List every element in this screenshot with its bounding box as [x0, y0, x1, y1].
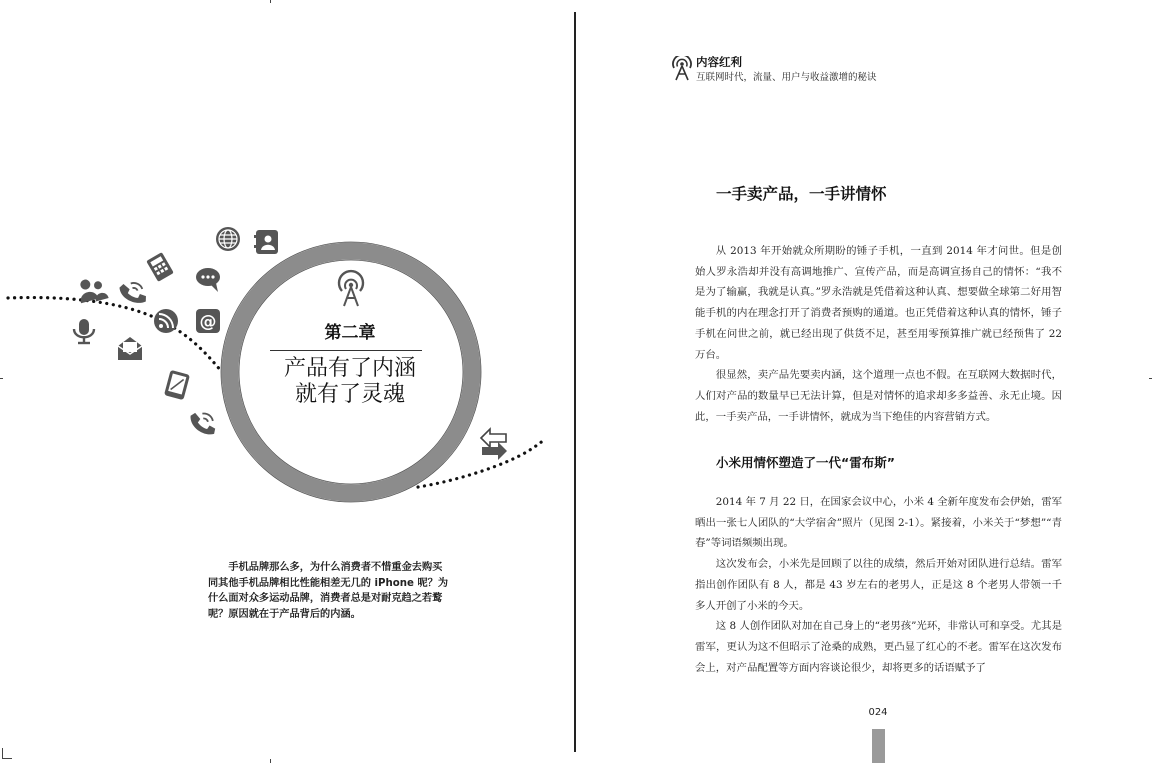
- chapter-title: [250, 356, 450, 408]
- book-subtitle: 互联网时代，流量、用户与收益激增的秘诀: [696, 72, 877, 83]
- antenna-icon: [339, 271, 363, 306]
- body-paragraph: 很显然，卖产品先要卖内涵，这个道理一点也不假。在互联网大数据时代，人们对产品的数量早已无法计算，但是对情怀的追求却多多益善、永无止境。因此，一手卖产品，一手讲情怀，就成为当下绝佳的内容营销方式。: [695, 369, 1062, 423]
- at-icon: [196, 309, 220, 333]
- body-section-2: [695, 492, 1062, 678]
- share-arrows-icon: [481, 429, 507, 460]
- globe-icon: [216, 227, 240, 251]
- crop-mark: [2, 758, 12, 759]
- page-number: 024: [868, 707, 888, 718]
- rss-icon: [154, 309, 178, 333]
- crop-mark: [270, 759, 271, 763]
- page-gutter: [574, 12, 576, 752]
- microphone-icon: [74, 319, 94, 343]
- calculator-icon: [146, 252, 174, 282]
- dotted-curve-left: [8, 298, 222, 372]
- body-paragraph: 这次发布会，小米先是回顾了以往的成绩，然后开始对团队进行总结。雷军指出创作团队有 8 人，都是 43 岁左右的老男人，正是这 8 个老男人带领一千多人开创了小米的今天。: [695, 558, 1062, 612]
- sub-heading: 小米用情怀塑造了一代“雷布斯”: [716, 455, 895, 470]
- chapter-intro: [208, 560, 452, 622]
- chapter-label: 第二章: [324, 323, 376, 343]
- crop-mark: [270, 0, 271, 3]
- page-edge-tab: [872, 729, 885, 763]
- mail-icon: [118, 337, 142, 360]
- body-paragraph: 2014 年 7 月 22 日，在国家会议中心，小米 4 全新年度发布会伊始，雷军晒出一张七人团队的“大学宿舍”照片（见图 2-1）。紧接着，小米关于“梦想”“青春”等词语频频出现。: [695, 496, 1062, 550]
- crop-mark: [2, 748, 3, 758]
- phone-icon: [118, 278, 147, 308]
- chapter-title-line1: 产品有了内涵: [283, 356, 416, 381]
- chapter-title-line2: 就有了灵魂: [294, 382, 405, 407]
- tablet-icon: [164, 370, 190, 400]
- section-heading: 一手卖产品，一手讲情怀: [716, 185, 887, 203]
- body-section-1: [695, 241, 1062, 427]
- phone-icon: [190, 410, 216, 438]
- chat-icon: [196, 268, 220, 292]
- contacts-icon: [254, 230, 278, 254]
- body-paragraph: 从 2013 年开始就众所期盼的锤子手机，一直到 2014 年才问世。但是创始人罗永浩却并没有高调地推广、宣传产品，而是高调宣扬自己的情怀：“我不是为了输赢，我就是认真。”罗永浩就是凭借着这种认真、想要做全球第二好用智能手机的内在理念打开了消费者预购的通道。也正凭借着这种认真的情怀，锤子手机在问世之前，就已经出现了供货不足，甚至用零预算推广就已经预售了 22 万台。: [695, 245, 1062, 361]
- svg-text:@: @: [199, 312, 217, 332]
- antenna-icon: [670, 56, 694, 82]
- chapter-rule: [270, 350, 422, 351]
- book-title: 内容红利: [696, 55, 742, 69]
- intro-paragraph: 手机品牌那么多，为什么消费者不惜重金去购买同其他手机品牌相比性能相差无几的 iPhone 呢？为什么面对众多运动品牌，消费者总是对耐克趋之若鹜呢？原因就在于产品背后的内涵。: [208, 562, 449, 620]
- body-paragraph: 这 8 人创作团队对加在自己身上的“老男孩”光环，非常认可和享受。尤其是雷军，更认为这不但昭示了沧桑的成熟，更凸显了红心的不老。雷军在这次发布会上，对产品配置等方面内容谈论很少，却将更多的话语赋予了: [695, 620, 1062, 674]
